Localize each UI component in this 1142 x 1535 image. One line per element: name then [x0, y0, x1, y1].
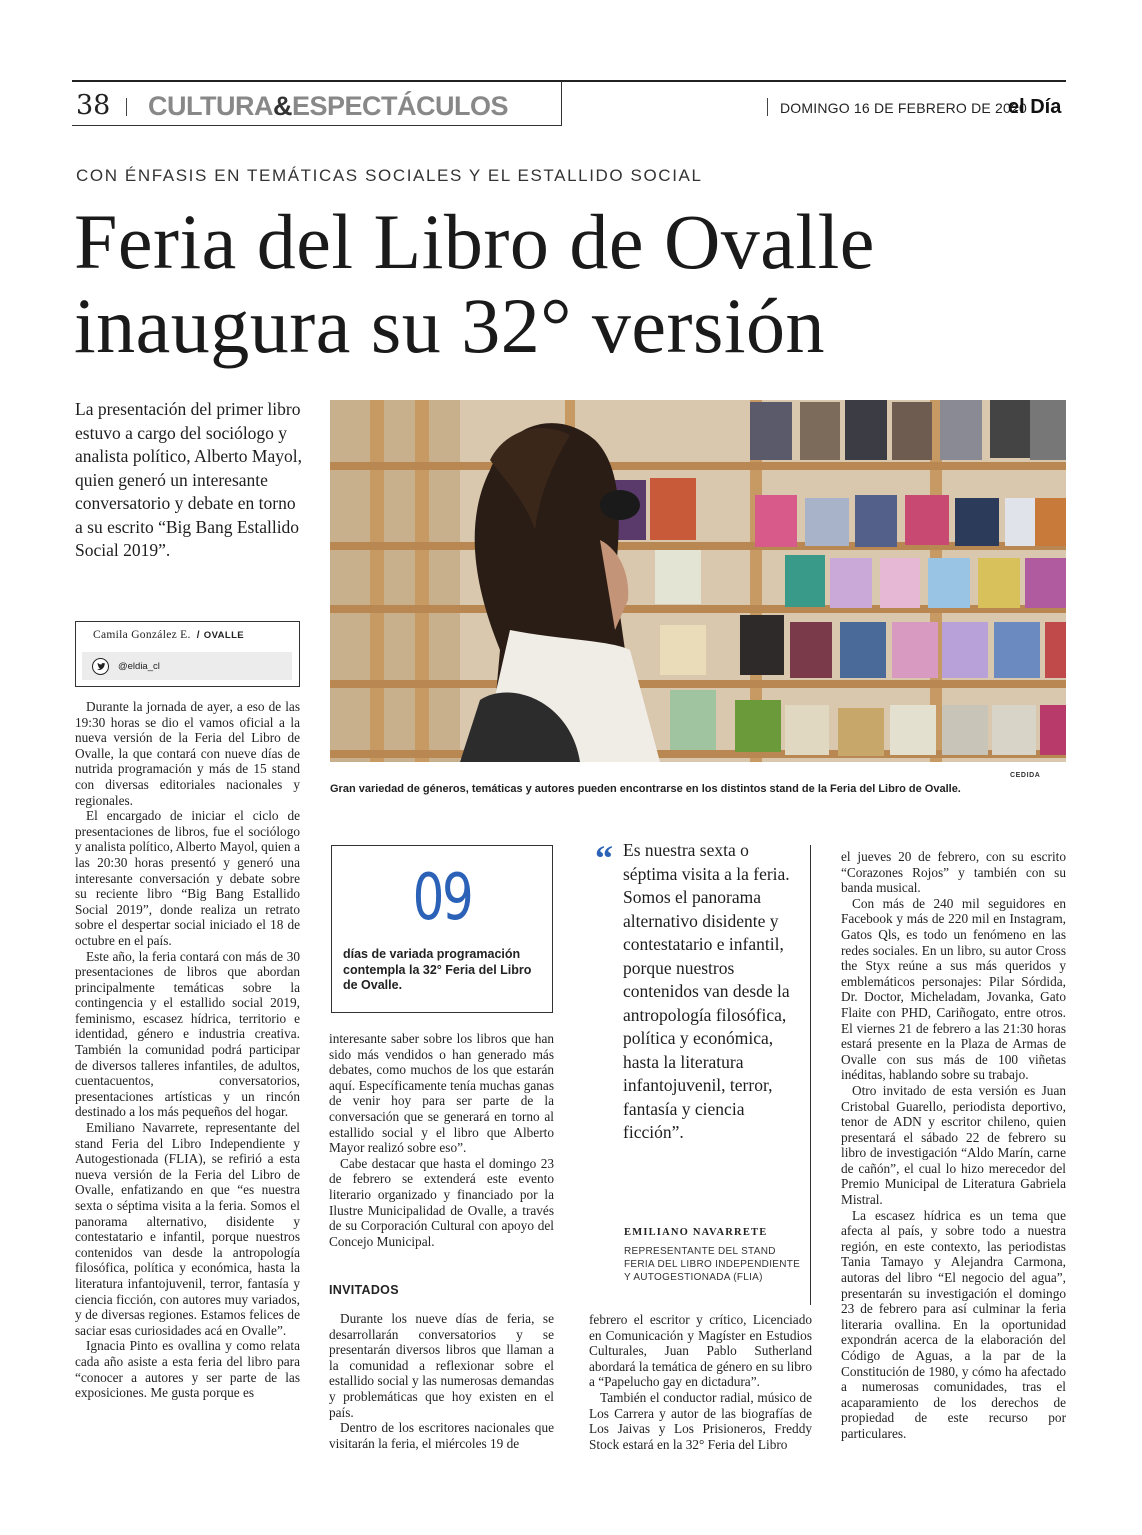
twitter-bar	[82, 652, 292, 680]
section-name	[148, 90, 508, 122]
body-paragraph: Durante los nueve días de feria, se desarrollarán conversatorios y se presentarán diversos libros que llaman a la comunidad a reflexionar sobre el estallido social y las numerosas demandas y problemáticas que hoy existen en el país.	[329, 1311, 554, 1420]
newspaper-logo: el Día	[1008, 96, 1062, 118]
headline	[74, 200, 1074, 368]
twitter-icon	[92, 658, 109, 675]
headline-line-1: Feria del Libro de Ovalle	[74, 198, 875, 285]
byline-separator: /	[196, 630, 200, 641]
body-paragraph: Con más de 240 mil seguidores en Facebook y más de 220 mil en Instagram, Gatos Qls, es todo un fenómeno en las redes sociales. En un libro, su autor Cross the Styx reúne a sus más queridos y emblemáticos personajes: Pilar Sórdida, Dr. Doctor, Micheladam, Jovanka, Gato Flaite con PHD, Cariñogato, entre otros. El viernes 21 de febrero a las 21:30 horas estará presente en la Plaza de Armas de Ovalle con sus más de 100 viñetas inéditas, hablando sobre su trabajo.	[841, 895, 1066, 1083]
body-column-2	[329, 1031, 554, 1249]
header-vertical-rule	[561, 82, 562, 126]
photo-illustration	[330, 400, 1066, 762]
body-paragraph: También el conductor radial, músico de Los Carrera y autor de las biografías de Los Jaivas y Los Prisioneros, Freddy Stock estará en la 32° Feria del Libro	[589, 1389, 812, 1452]
section-name-amp: &	[272, 91, 292, 121]
body-paragraph: el jueves 20 de febrero, con su escrito “Corazones Rojos” y también con su banda musical.	[841, 849, 1066, 896]
byline	[93, 628, 244, 643]
page-number: 38	[76, 90, 111, 121]
stat-number: 09	[412, 861, 472, 935]
quote-mark-icon: “	[595, 838, 613, 878]
body-paragraph: Emiliano Navarrete, representante del stand Feria del Libro Independiente y Autogestionada (FLIA), se refirió a esta nueva versión de la Feria del Libro de Ovalle, enfatizando en que “es nuestra sexta o séptima visita a la feria. Somos el panorama alternativo, disidente y contestatario e infantil, porque nuestros contenidos van desde la antropología filosófica, política y económica, hasta la literatura infantojuvenil, terror, fantasía y ciencia ficción, con autores muy variados, y de diversas regiones. Estamos felices de saciar esas curiosidades acá en Ovalle”.	[75, 1120, 300, 1338]
body-paragraph: Ignacia Pinto es ovallina y como relata cada año asiste a esta feria del libro para “conocer a autores y ser parte de las exposiciones. Me gusta porque es	[75, 1338, 300, 1401]
stat-description: días de variada programación contempla la 32° Feria del Libro de Ovalle.	[343, 947, 532, 992]
body-paragraph: febrero el escritor y crítico, Licenciado en Comunicación y Magíster en Estudios Culturales, Juan Pablo Sutherland abordará la temática de género en su libro a “Papelucho gay en dictadura”.	[589, 1312, 812, 1390]
section-name-part2: ESPECTÁCULOS	[291, 91, 509, 121]
header-divider	[126, 98, 127, 116]
date-divider	[767, 98, 768, 116]
quote-author: EMILIANO NAVARRETE	[624, 1227, 768, 1238]
body-paragraph: Este año, la feria contará con más de 30 presentaciones de libros que abordan principalmente temáticas sobre la contingencia y el estallido social 2019, feminismo, escasez hídrica, territorio e identidad, género e industria creativa. También la comunidad podrá participar de diversos talleres infantiles, de adultos, cuentacuentos, conversatorios, presentaciones artísticas y un rincón destinado a los más pequeños del hogar.	[75, 948, 300, 1120]
body-paragraph: Otro invitado de esta versión es Juan Cristobal Guarello, periodista deportivo, tenor de ADN y escritor chileno, quien presentará el sábado 22 de febrero su libro de investigación “Aldo Marín, carne de cañón”, el cual lo hizo merecedor del Premio Municipal de Literatura Gabriela Mistral.	[841, 1082, 1066, 1208]
lead-paragraph: La presentación del primer libro estuvo a cargo del sociólogo y analista político, Alberto Mayol, quien generó un interesante conversatorio y debate en torno a su escrito “Big Bang Estallido Social 2019”.	[75, 399, 302, 560]
issue-date: DOMINGO 16 DE FEBRERO DE 2020	[780, 100, 1027, 116]
subheading: INVITADOS	[329, 1283, 399, 1297]
header-bottom-rule	[72, 125, 562, 126]
photo-caption: Gran variedad de géneros, temáticas y autores pueden encontrarse en los distintos stand de la Feria del Libro de Ovalle.	[330, 783, 961, 795]
author-location: OVALLE	[203, 630, 245, 641]
body-paragraph: La escasez hídrica es un tema que afecta al país, y sobre todo a nuestra región, en este contexto, las periodistas Tania Tamayo y Alejandra Carmona, autoras del libro “El negocio del agua”, presentarán su investigación el domingo 23 de febrero para así culminar la feria literaria ovallina. En la oportunidad expondrán acerca de la elaboración del Código de Aguas, a la par de la Constitución de 1980, y cómo ha afectado a numerosas comunidades, tras el acaparamiento de los derechos de propiedad de este recurso por particulares.	[841, 1207, 1066, 1441]
body-column-1	[75, 699, 300, 1401]
body-column-3	[589, 1312, 812, 1452]
body-paragraph: Cabe destacar que hasta el domingo 23 de febrero se extenderá este evento literario organizado y financiado por la Ilustre Municipalidad de Ovalle, a través de su Corporación Cultural con apoyo del Concejo Municipal.	[329, 1155, 554, 1249]
kicker: CON ÉNFASIS EN TEMÁTICAS SOCIALES Y EL ESTALLIDO SOCIAL	[76, 166, 703, 185]
article-photo	[330, 400, 1066, 762]
quote-author-role: REPRESENTANTE DEL STAND FERIA DEL LIBRO INDEPENDIENTE Y AUTOGESTIONADA (FLIA)	[624, 1246, 801, 1283]
author-name: Camila González E.	[93, 629, 191, 641]
photo-credit: CEDIDA	[1010, 772, 1041, 779]
pull-quote: Es nuestra sexta o séptima visita a la feria. Somos el panorama alternativo disidente y contestatario e infantil, porque nuestros contenidos van desde la antropología filosófica, política y económica, hasta la literatura infantojuvenil, terror, fantasía y ciencia ficción”.	[623, 840, 790, 1142]
headline-line-2: inaugura su 32° versión	[74, 282, 826, 369]
twitter-handle: @eldia_cl	[118, 661, 160, 672]
body-column-2b	[329, 1311, 554, 1451]
body-paragraph: Dentro de los escritores nacionales que visitarán la feria, el miércoles 19 de	[329, 1420, 554, 1451]
body-paragraph: interesante saber sobre los libros que han sido más vendidos o han generado más debates, como muchos de los que estarán aquí. Específicamente tenía muchas ganas de venir hoy para ser parte de la conversación que se generará en torno al estallido social y el libro que Alberto Mayor realizó sobre eso”.	[329, 1031, 554, 1156]
body-column-4	[841, 849, 1066, 1442]
column-rule	[810, 845, 811, 1305]
section-name-part1: CULTURA	[148, 91, 273, 121]
body-paragraph: Durante la jornada de ayer, a eso de las 19:30 horas se dio el vamos oficial a la nueva versión de la Feria del Libro de Ovalle, la que contará con nueve días de nutrida programación y más de 15 stand con diversas editoriales nacionales y regionales.	[75, 699, 300, 808]
header-top-rule	[72, 80, 1066, 82]
body-paragraph: El encargado de iniciar el ciclo de presentaciones de libros, fue el sociólogo y analista político, Alberto Mayol, quien a las 20:30 horas presentó y generó una interesante conversación y debate sobre su reciente libro “Big Bang Estallido Social 2019”, donde realiza un retrato sobre el despertar social iniciado el 18 de octubre en el país.	[75, 808, 300, 948]
